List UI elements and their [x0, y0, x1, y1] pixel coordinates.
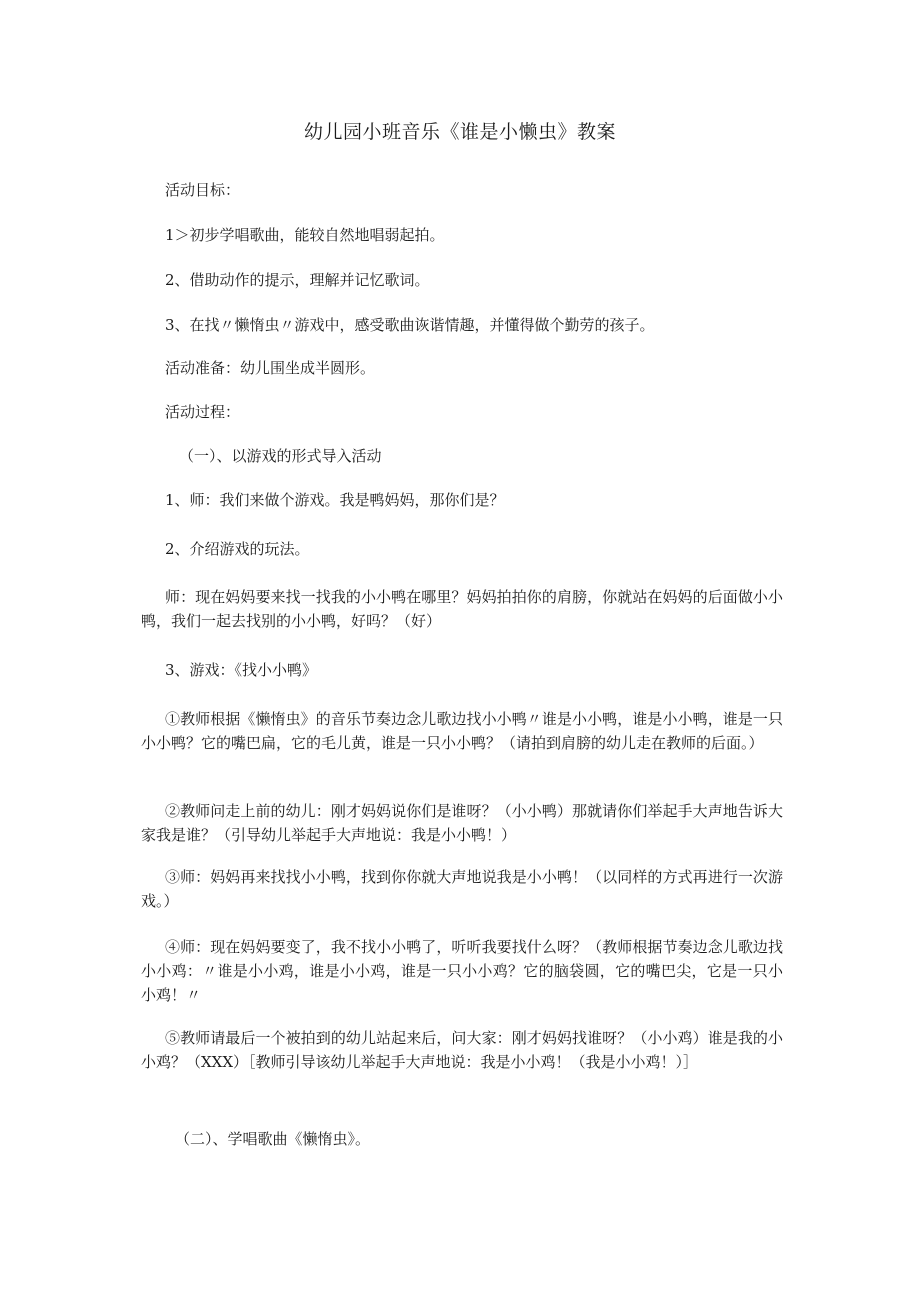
goal-item-2: 2、借助动作的提示，理解并记忆歌词。 — [165, 271, 430, 289]
game-item-1: ①教师根据《懒惰虫》的音乐节奏边念儿歌边找小小鸭〃谁是小小鸭，谁是小小鸭，谁是一只小小鸭？它的嘴巴扁，它的毛儿黄，谁是一只小小鸭？（请拍到肩膀的幼儿走在教师的后面。） — [141, 710, 783, 752]
preparation-text: 活动准备：幼儿围坐成半圆形。 — [165, 359, 376, 377]
goal-item-1: 1＞初步学唱歌曲，能较自然地唱弱起拍。 — [165, 226, 445, 244]
game-item-4: ④师：现在妈妈要变了，我不找小小鸭了，听听我要找什么呀？（教师根据节奏边念儿歌边找小小鸡：〃谁是小小鸡，谁是小小鸡，谁是一只小小鸡？它的脑袋圆，它的嘴巴尖，它是一只小小鸡！〃 — [141, 938, 783, 1004]
section-heading-2: （二）、学唱歌曲《懒惰虫》。 — [175, 1130, 371, 1148]
step-3: 3、游戏：《找小小鸭》 — [165, 661, 318, 679]
process-heading: 活动过程： — [165, 403, 241, 421]
goal-item-3: 3、在找〃懒惰虫〃游戏中，感受歌曲诙谐情趣，并懂得做个勤劳的孩子。 — [165, 316, 655, 334]
game-item-5: ⑤教师请最后一个被拍到的幼儿站起来后，问大家：刚才妈妈找谁呀？（小小鸡）谁是我的小小鸡？（XXX）［教师引导该幼儿举起手大声地说：我是小小鸡！（我是小小鸡！）］ — [141, 1029, 783, 1071]
step-1: 1、师：我们来做个游戏。我是鸭妈妈，那你们是？ — [165, 491, 505, 509]
step-2: 2、介绍游戏的玩法。 — [165, 540, 310, 558]
game-item-3: ③师：妈妈再来找找小小鸭，找到你你就大声地说我是小小鸭！（以同样的方式再进行一次游戏。） — [141, 868, 783, 910]
step-2-detail: 师：现在妈妈要来找一找我的小小鸭在哪里？妈妈拍拍你的肩膀，你就站在妈妈的后面做小小鸭，我们一起去找别的小小鸭，好吗？（好） — [141, 588, 783, 630]
document-title: 幼儿园小班音乐《谁是小懒虫》教案 — [303, 121, 616, 143]
section-heading-1: （一）、以游戏的形式导入活动 — [179, 447, 382, 465]
goals-heading: 活动目标： — [165, 181, 241, 199]
game-item-2: ②教师问走上前的幼儿：刚才妈妈说你们是谁呀？（小小鸭）那就请你们举起手大声地告诉大家我是谁？（引导幼儿举起手大声地说：我是小小鸭！） — [141, 802, 783, 844]
